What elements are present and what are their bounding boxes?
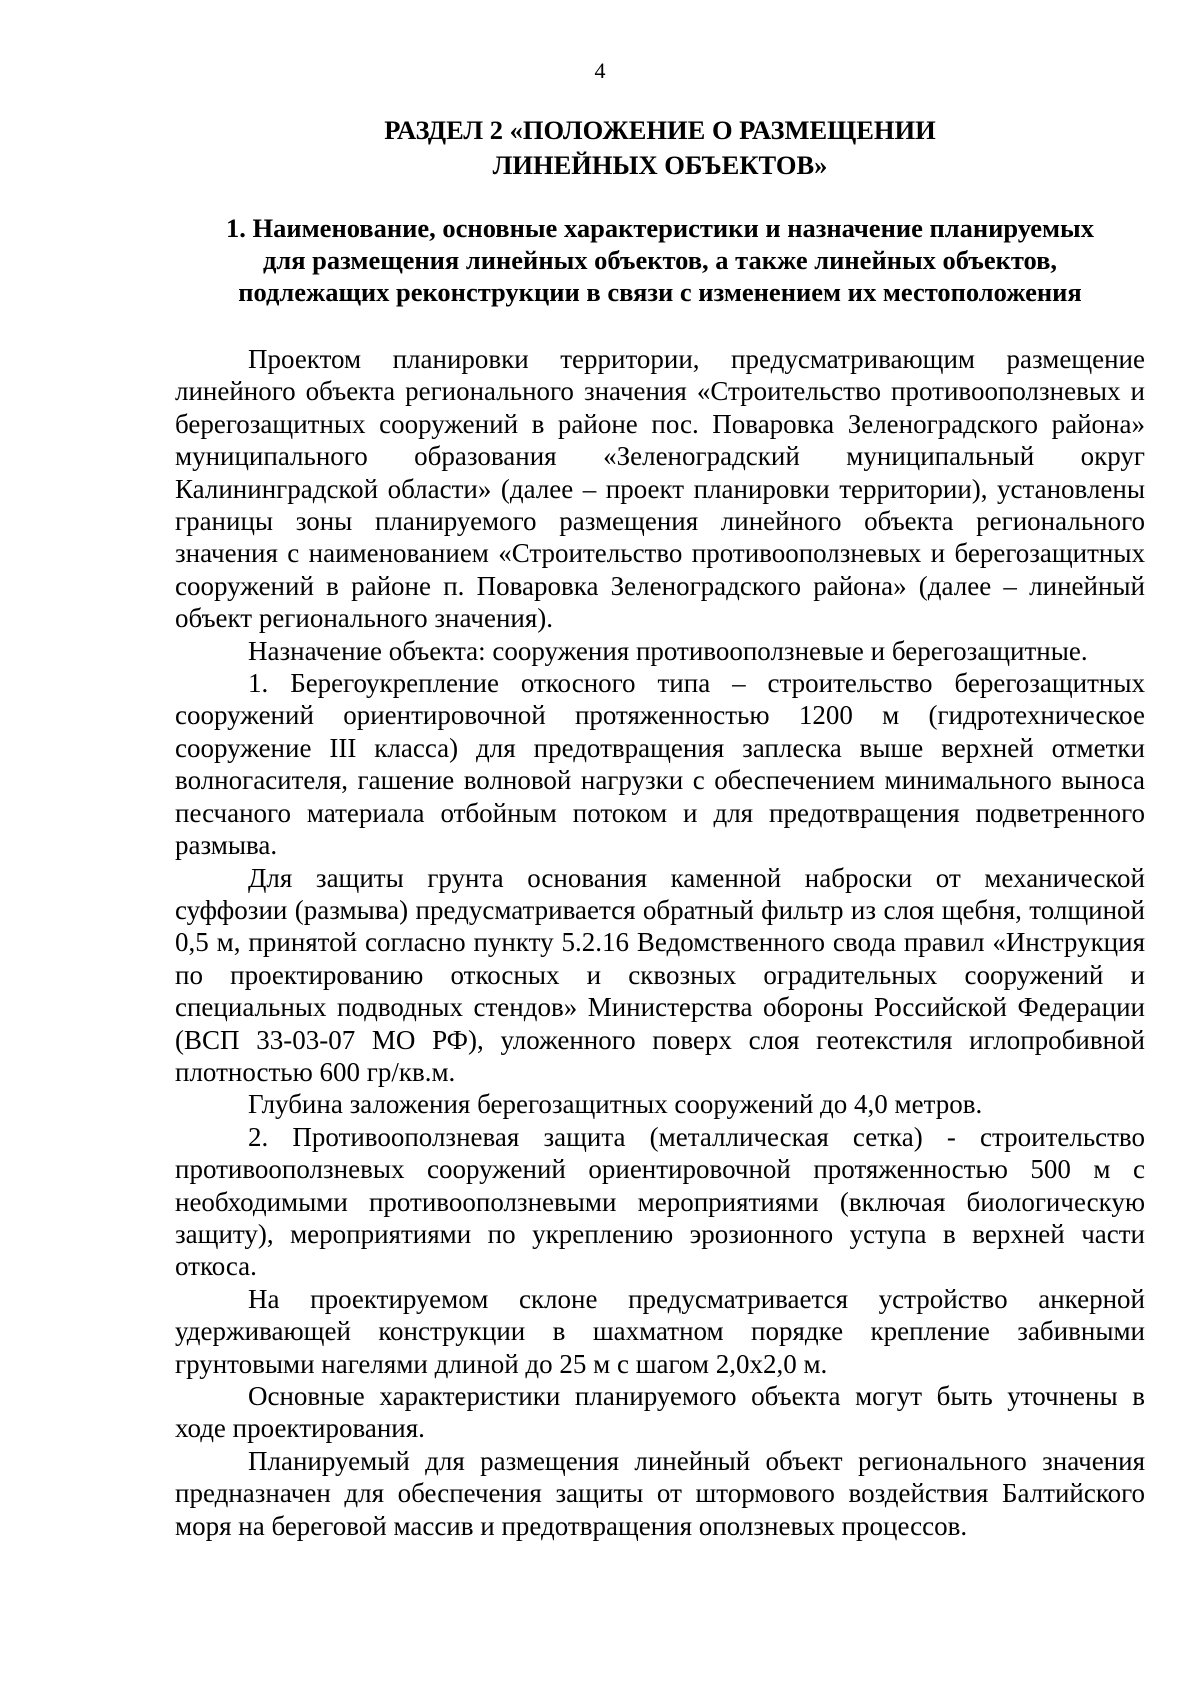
paragraph: На проектируемом склоне предусматривается устройство анкерной удерживающей конструкции в шахматном порядке крепление забивными грунтовыми нагелями длиной до 25 м с шагом 2,0х2,0 м.	[175, 1283, 1145, 1379]
paragraph: 1. Берегоукрепление откосного типа – строительство берегозащитных сооружений ориентировочной протяженностью 1200 м (гидротехническое сооружение III класса) для предотвращения заплеска выше верхней отметки волногасителя, гашение волновой нагрузки с обеспечением минимального выноса песчаного материала отбойным потоком и для предотвращения подветренного размыва.	[175, 668, 1145, 861]
paragraph: Планируемый для размещения линейный объект регионального значения предназначен для обеспечения защиты от штормового воздействия Балтийского моря на береговой массив и предотвращения оползневых процессов.	[175, 1445, 1145, 1541]
subsection-title-line-1: 1. Наименование, основные характеристики и назначение планируемых	[226, 213, 1094, 243]
subsection-title	[175, 212, 1145, 308]
subsection-title-line-2: для размещения линейных объектов, а также линейных объектов,	[262, 245, 1058, 275]
section-title-line-1: РАЗДЕЛ 2 «ПОЛОЖЕНИЕ О РАЗМЕЩЕНИИ	[384, 115, 936, 145]
paragraph: Основные характеристики планируемого объекта могут быть уточнены в ходе проектирования.	[175, 1381, 1145, 1444]
section-title	[175, 113, 1145, 183]
paragraph: Назначение объекта: сооружения противооползневые и берегозащитные.	[248, 635, 1088, 666]
subsection-title-line-3: подлежащих реконструкции в связи с изменением их местоположения	[238, 277, 1082, 307]
paragraph: Глубина заложения берегозащитных сооружений до 4,0 метров.	[248, 1089, 983, 1120]
page-number: 4	[594, 58, 606, 83]
section-title-line-2: ЛИНЕЙНЫХ ОБЪЕКТОВ»	[492, 150, 828, 180]
paragraph: 2. Противооползневая защита (металлическая сетка) - строительство противооползневых сооружений ориентировочной протяженностью 500 м с необходимыми противооползневыми мероприятиями (включая биологическую защиту), мероприятиями по укреплению эрозионного уступа в верхней части откоса.	[175, 1121, 1145, 1282]
body-text	[175, 343, 1145, 1542]
paragraph: Для защиты грунта основания каменной наброски от механической суффозии (размыва) предусматривается обратный фильтр из слоя щебня, толщиной 0,5 м, принятой согласно пункту 5.2.16 Ведомственного свода правил «Инструкция по проектированию откосных и сквозных оградительных сооружений и специальных подводных стендов» Министерства обороны Российской Федерации (ВСП 33-03-07 МО РФ), уложенного поверх слоя геотекстиля иглопробивной плотностью 600 гр/кв.м.	[175, 862, 1145, 1087]
paragraph: Проектом планировки территории, предусматривающим размещение линейного объекта регионального значения «Строительство противооползневых и берегозащитных сооружений в районе пос. Поваровка Зеленоградского района» муниципального образования «Зеленоградский муниципальный округ Калининградской области» (далее – проект планировки территории), установлены границы зоны планируемого размещения линейного объекта регионального значения с наименованием «Строительство противооползневых и берегозащитных сооружений в районе п. Поваровка Зеленоградского района» (далее – линейный объект регионального значения).	[175, 344, 1145, 634]
